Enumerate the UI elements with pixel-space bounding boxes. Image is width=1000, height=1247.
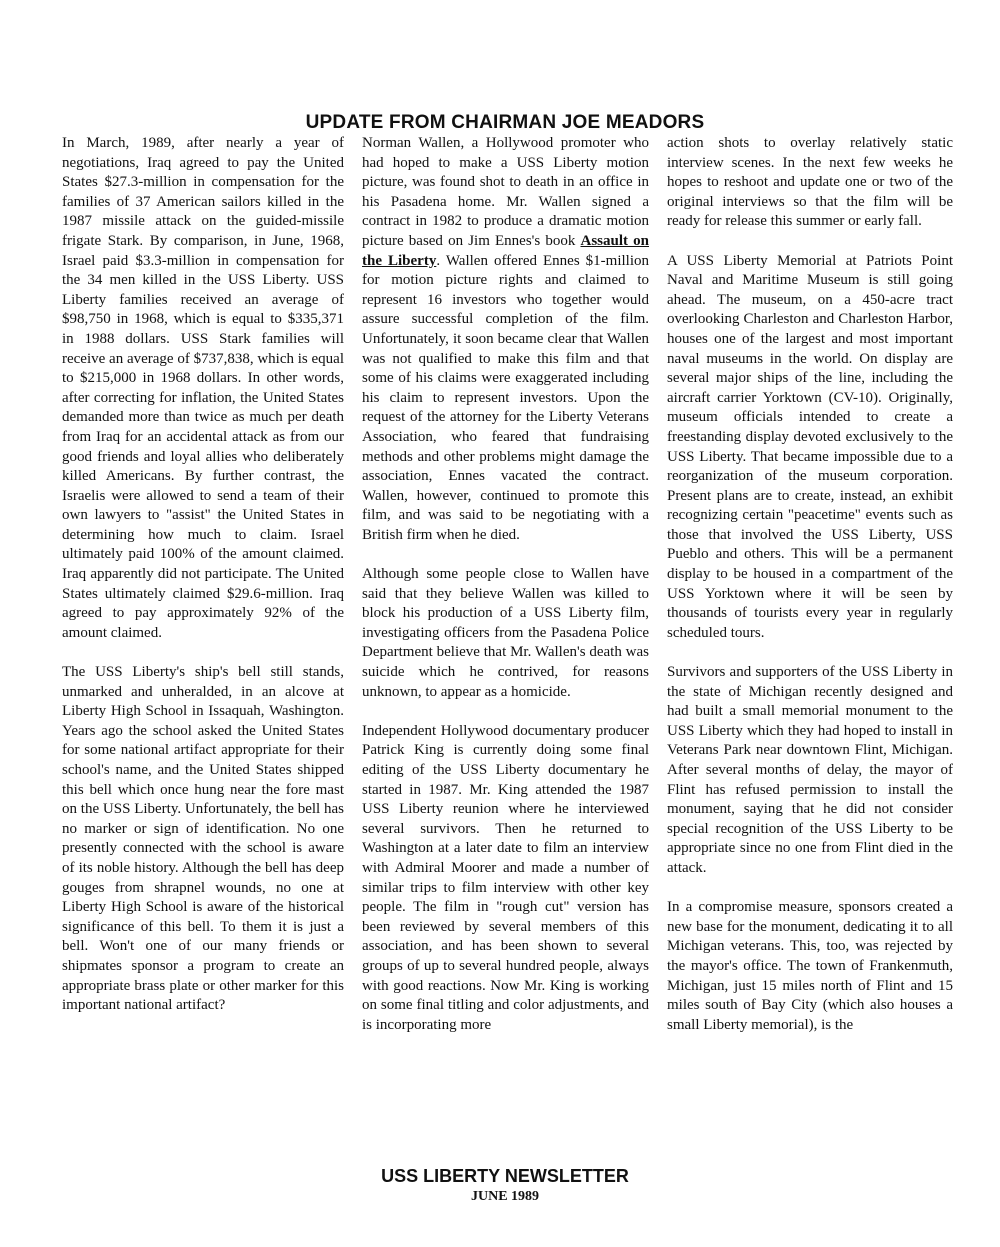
wallen-text-end: . Wallen offered Ennes $1-million for motion picture rights and claimed to represent 16 investors who together would assure successful completion of the film. Unfortunately, it soon became clear that Wallen was not qualified to make this film and that some of his claims were exaggerated including his claim to represent investors. Upon the request of the attorney for the Liberty Veterans Association, who feared that fundraising methods and other problems might damage the association, Ennes vacated the contract. Wallen, however, continued to promote this film, and was said to be negotiating with a British firm when he died. xyxy=(362,252,649,543)
paragraph-michigan-memorial: Survivors and supporters of the USS Liberty in the state of Michigan recently designed and had built a small memorial monument to the USS Liberty which they had hoped to install in Veterans Park near downtown Flint, Michigan. After several months of delay, the mayor of Flint has refused permission to install the monument, saying that he did not consider special recognition of the USS Liberty to be appropriate since no one from Flint died in the attack. xyxy=(667,664,953,876)
wallen-text-start: Norman Wallen, a Hollywood promoter who had hoped to make a USS Liberty motion picture, was found shot to death in an office in his Pasadena home. Mr. Wallen signed a contract in 1982 to produce a dramatic motion picture based on Jim Ennes's book xyxy=(362,135,649,249)
paragraph-norman-wallen xyxy=(362,134,649,545)
article-column-3 xyxy=(667,134,953,1035)
issue-date: JUNE 1989 xyxy=(470,1189,540,1204)
article-column-1 xyxy=(62,134,344,1016)
paragraph-documentary-continued: action shots to overlay relatively static interview scenes. In the next few weeks he hopes to reshoot and update one or two of the original interviews so that the film will be ready for release this summer or early fall. xyxy=(667,135,953,230)
paragraph-wallen-death: Although some people close to Wallen have said that they believe Wallen was killed to block his production of a USS Liberty film, investigating officers from the Pasadena Police Department believe that Mr. Wallen's death was suicide which he contrived, for reasons unknown, to appear as a homicide. xyxy=(362,566,649,700)
paragraph-patrick-king: Independent Hollywood documentary producer Patrick King is currently doing some final editing of the USS Liberty documentary he started in 1987. Mr. King attended the 1987 USS Liberty reunion where he interviewed several survivors. Then he returned to Washington at a later date to film an interview with Admiral Moorer and made a number of similar trips to film interview with other key people. The film in "rough cut" version has been reviewed by several members of this association, and has been shown to several groups of up to several hundred people, always with good reactions. Now Mr. King is working on some final titling and color adjustments, and is incorporating more xyxy=(362,722,649,1033)
paragraph-compromise: In a compromise measure, sponsors created a new base for the monument, dedicating it to all Michigan veterans. This, too, was rejected by the mayor's office. The town of Frankenmuth, Michigan, just 15 miles north of Flint and 15 miles south of Bay City (which also houses a small Liberty memorial), is the xyxy=(667,899,953,1033)
newsletter-name: USS LIBERTY NEWSLETTER xyxy=(381,1166,629,1186)
article-column-2 xyxy=(362,134,649,1035)
paragraph-iraq-compensation: In March, 1989, after nearly a year of negotiations, Iraq agreed to pay the United States $27.3-million in compensation for the families of 37 American sailors killed in the 1987 missile attack on the guided-missile frigate Stark. By comparison, in June, 1968, Israel paid $3.3-million in compensation for the 34 men killed in the USS Liberty. USS Liberty families received an average of $98,750 in 1968, which is equal to $335,371 in 1988 dollars. USS Stark families will receive an average of $737,838, which is equal to $215,000 in 1968 dollars. In other words, after correcting for inflation, the United States demanded more than twice as much per death from Iraq for an accidental attack as from our good friends and loyal allies who deliberately killed Americans. By further contrast, the Israelis were allowed to send a team of their own lawyers to "assist" the United States in determining how much to claim. Israel ultimately paid 100% of the amount claimed. Iraq apparently did not participate. The United States ultimately claimed $29.6-million. Iraq agreed to pay approximately 92% of the amount claimed. xyxy=(62,135,344,641)
page-title: UPDATE FROM CHAIRMAN JOE MEADORS xyxy=(305,112,705,133)
page-footer xyxy=(0,1166,1000,1205)
paragraph-ship-bell: The USS Liberty's ship's bell still stands, unmarked and unheralded, in an alcove at Liberty High School in Issaquah, Washington. Years ago the school asked the United States for some national artifact appropriate for their school's name, and the United States shipped this bell which once hung near the fore mast on the USS Liberty. Unfortunately, the bell has no marker or sign of identification. No one presently connected with the school is aware of its noble history. Although the bell has deep gouges from shrapnel wounds, no one at Liberty High School is aware of the historical significance of this bell. To them it is just a bell. Won't one of our many friends or shipmates sponsor a program to create an appropriate brass plate or other marker for this important national artifact? xyxy=(62,664,344,1014)
paragraph-patriots-point: A USS Liberty Memorial at Patriots Point Naval and Maritime Museum is still going ahead. The museum, on a 450-acre tract overlooking Charleston and Charleston Harbor, houses one of the largest and most important naval museums in the world. On display are several major ships of the line, including the aircraft carrier Yorktown (CV-10). Originally, museum officials intended to create a freestanding display devoted exclusively to the USS Liberty. That became impossible due to a reorganization of the museum corporation. Present plans are to create, instead, an exhibit recognizing certain "peacetime" events such as those that involved the USS Liberty, USS Pueblo and others. This will be a permanent display to be housed in a compartment of the USS Yorktown where it will be seen by thousands of tourists every year in regularly scheduled tours. xyxy=(667,252,953,641)
book-title: Assault on the Liberty xyxy=(362,232,649,269)
